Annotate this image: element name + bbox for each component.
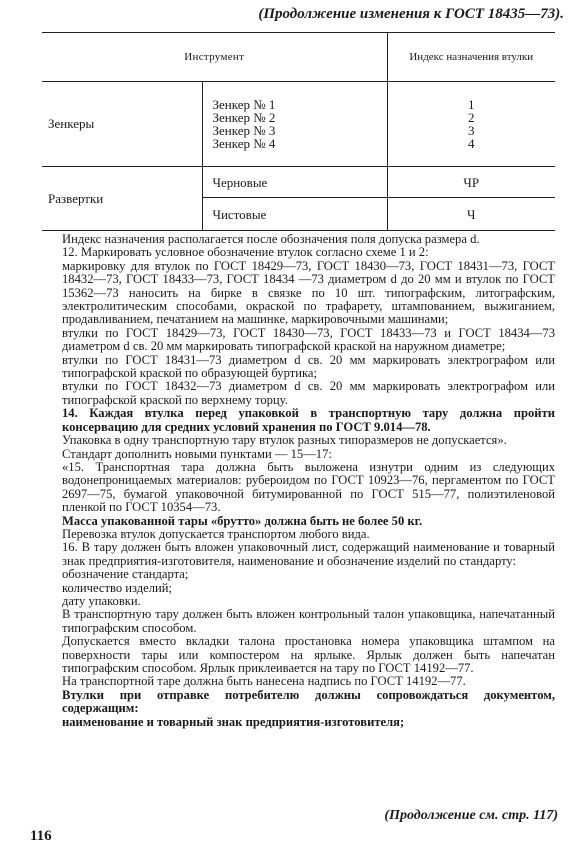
document-body [62,233,555,729]
list-item: 1 [468,97,475,112]
paragraph: В транспортную тару должен быть вложен контрольный талон упаковщика, напечатанный типографским способом. [62,607,555,635]
table-row [42,167,555,198]
paragraph: Допускается вместо вкладки талона простановка номера упаковщика штампом на поверхности тары или компостером на ярлыке. Ярлык должен быть напечатан типографским способом. Ярлык приклеивается на тару по ГОСТ 14192—77. [62,634,555,675]
list-item: 4 [468,136,475,151]
tool-index-table [42,32,555,231]
paragraph: Упаковка в одну транспортную тару втулок разных типоразмеров не допускается». [62,433,507,448]
paragraph: 14. Каждая втулка перед упаковкой в транспортную тару должна пройти консервацию для средних условий хранения по ГОСТ 9.014—78. [62,406,555,434]
table-header-row [42,33,555,82]
paragraph: На транспортной таре должна быть нанесена надпись по ГОСТ 14192—77. [62,674,466,689]
paragraph: втулки по ГОСТ 18432—73 диаметром d св. 20 мм маркировать электрографом или типографской краской по верхнему торцу. [62,379,555,407]
continuation-footer: (Продолжение см. стр. 117) [384,808,558,823]
list-item: Зенкер № 1 [212,97,276,112]
continuation-header: (Продолжение изменения к ГОСТ 18435—73). [258,6,564,22]
table-row [42,82,555,167]
col-header-instrument: Инструмент [42,33,387,82]
zenkery-indices [387,82,555,167]
tool-index: Ч [387,198,555,231]
group-label-razvertki: Развертки [42,167,202,231]
paragraph: «15. Транспортная тара должна быть выложена изнутри одним из следующих водонепроницаемых материалов: рубероидом по ГОСТ 10923—76, пергаментом по ГОСТ 2697—75, бумагой упаковочной битумированной по ГОСТ 515—77, полиэтиленовой пленкой по ГОСТ 10354—73. [62,459,555,515]
group-label-zenkery: Зенкеры [42,82,202,167]
zenkery-names [202,82,387,167]
list-item: Зенкер № 4 [212,136,276,151]
page-number: 116 [30,828,52,844]
tool-name: Чистовые [202,198,387,231]
paragraph: Перевозка втулок допускается транспортом любого вида. [62,526,370,541]
list-item: Зенкер № 2 [212,110,276,125]
paragraph: Втулки при отправке потребителю должны сопровождаться документом, содержащим: [62,687,555,716]
paragraph: обозначение стандарта; [62,567,189,582]
list-item: 2 [468,110,475,125]
tool-index: ЧР [387,167,555,198]
col-header-index: Индекс назначения втулки [387,33,555,82]
paragraph: количество изделий; [62,580,173,595]
paragraph: Масса упакованной тары «брутто» должна быть не более 50 кг. [62,513,423,528]
paragraph: маркировку для втулок по ГОСТ 18429—73, ГОСТ 18430—73, ГОСТ 18431—73, ГОСТ 18432—73, ГОСТ 18433—73, ГОСТ 18434 —73 диаметром d до 20 мм и втулок по ГОСТ 15362—73 наносить на бирке в связке по 10 шт. типографским, литографским, электролитическим способами, окраской по трафарету, штампованием, выжиганием, продавливанием, печатанием на машинке, маркировочными машинами; [62,258,555,327]
paragraph: втулки по ГОСТ 18429—73, ГОСТ 18430—73, ГОСТ 18433—73 и ГОСТ 18434—73 диаметром d св. 20 мм маркировать типографской краской на наружном диаметре; [62,325,555,354]
paragraph: втулки по ГОСТ 18431—73 диаметром d св. 20 мм маркировать электрографом или типографской краской по образующей буртика; [62,352,555,381]
list-item: 3 [468,123,475,138]
list-item: Зенкер № 3 [212,123,276,138]
paragraph: 12. Маркировать условное обозначение втулок согласно схеме 1 и 2: [62,245,429,260]
paragraph: 16. В тару должен быть вложен упаковочный лист, содержащий наименование и товарный знак предприятия-изготовителя, наименование и обозначение изделий по стандарту: [62,540,555,568]
tool-name: Черновые [202,167,387,198]
paragraph: дату упаковки. [62,593,141,608]
paragraph: наименование и товарный знак предприятия-изготовителя; [62,714,405,729]
paragraph: Стандарт дополнить новыми пунктами — 15—17: [62,446,332,461]
paragraph: Индекс назначения располагается после обозначения поля допуска размера d. [62,232,480,246]
